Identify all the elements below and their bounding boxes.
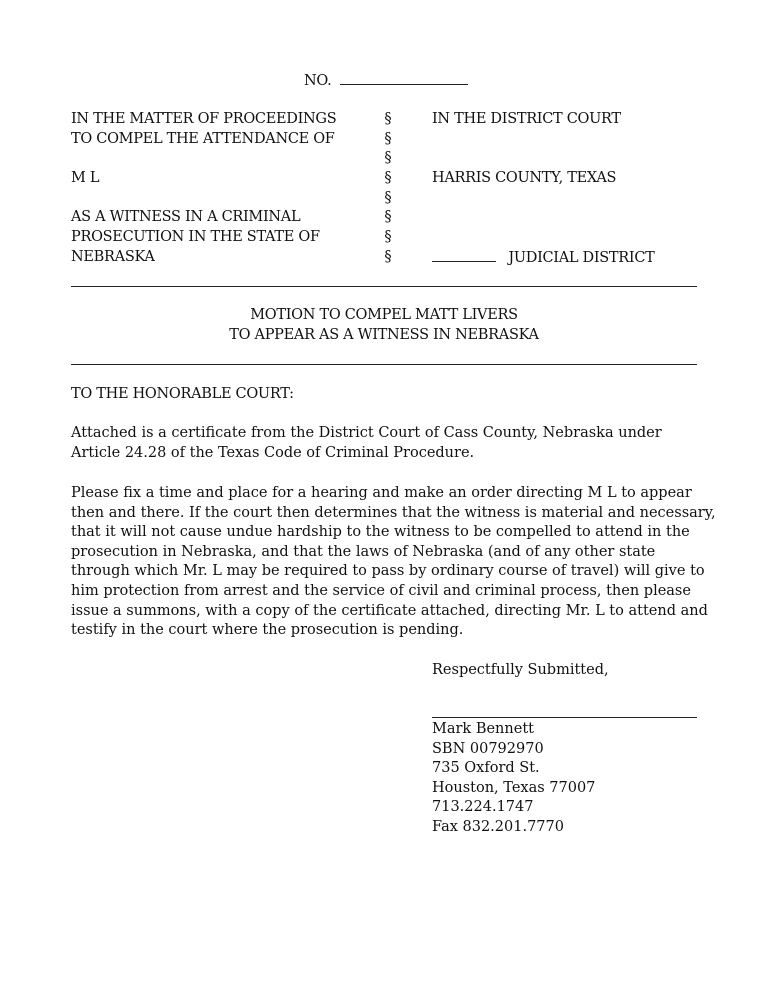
section-symbol: § (384, 229, 392, 245)
district-number-blank (432, 248, 496, 262)
caption-left-line: M L (71, 170, 100, 186)
paragraph-line: issue a summons, with a copy of the certificate attached, directing Mr. L to attend and (71, 602, 708, 619)
title-divider (71, 364, 697, 365)
signer-bar-number: SBN 00792970 (432, 741, 544, 757)
paragraph-line: then and there. If the court then determines that the witness is material and necessary, (71, 504, 716, 521)
section-symbol: § (384, 150, 392, 166)
caption-left-line: TO COMPEL THE ATTENDANCE OF (71, 131, 335, 147)
paragraph-line: Attached is a certificate from the District Court of Cass County, Nebraska under (71, 425, 662, 441)
signer-address-street: 735 Oxford St. (432, 760, 540, 776)
caption-left-line: AS A WITNESS IN A CRIMINAL (71, 209, 301, 225)
paragraph-line: that it will not cause undue hardship to the witness to be compelled to attend in the (71, 524, 690, 541)
signer-name: Mark Bennett (432, 721, 534, 737)
paragraph-line: Please fix a time and place for a hearing and make an order directing M L to appear (71, 485, 692, 501)
caption-left-line: NEBRASKA (71, 249, 155, 265)
caption-county: HARRIS COUNTY, TEXAS (432, 170, 617, 186)
salutation: TO THE HONORABLE COURT: (71, 386, 294, 402)
signer-address-city: Houston, Texas 77007 (432, 780, 596, 796)
section-symbol: § (384, 249, 392, 265)
cause-number (304, 71, 468, 92)
section-symbol: § (384, 190, 392, 206)
cause-number-label: NO. (304, 73, 332, 89)
paragraph-1 (71, 424, 701, 463)
caption-court: IN THE DISTRICT COURT (432, 111, 621, 127)
paragraph-line: testify in the court where the prosecution is pending. (71, 622, 464, 639)
signature-line (432, 717, 697, 718)
signer-fax: Fax 832.201.7770 (432, 819, 564, 835)
caption-district: JUDICIAL DISTRICT (508, 250, 655, 266)
paragraph-line: Article 24.28 of the Texas Code of Criminal Procedure. (71, 444, 475, 461)
section-symbol: § (384, 170, 392, 186)
section-symbol: § (384, 111, 392, 127)
signer-phone: 713.224.1747 (432, 799, 534, 815)
caption-divider-top (71, 286, 697, 287)
caption-district-line (432, 248, 655, 269)
section-symbol: § (384, 131, 392, 147)
caption-left-line: IN THE MATTER OF PROCEEDINGS (71, 111, 337, 127)
motion-title-line1: MOTION TO COMPEL MATT LIVERS (250, 307, 518, 323)
closing: Respectfully Submitted, (432, 662, 609, 678)
motion-title-line2: TO APPEAR AS A WITNESS IN NEBRASKA (229, 327, 539, 343)
section-symbol: § (384, 209, 392, 225)
paragraph-line: prosecution in Nebraska, and that the laws of Nebraska (and of any other state (71, 543, 656, 560)
paragraph-2 (71, 484, 716, 641)
paragraph-line: him protection from arrest and the service of civil and criminal process, then please (71, 582, 691, 599)
paragraph-line: through which Mr. L may be required to pass by ordinary course of travel) will give to (71, 563, 705, 580)
cause-number-blank (340, 71, 468, 85)
caption-left-line: PROSECUTION IN THE STATE OF (71, 229, 320, 245)
